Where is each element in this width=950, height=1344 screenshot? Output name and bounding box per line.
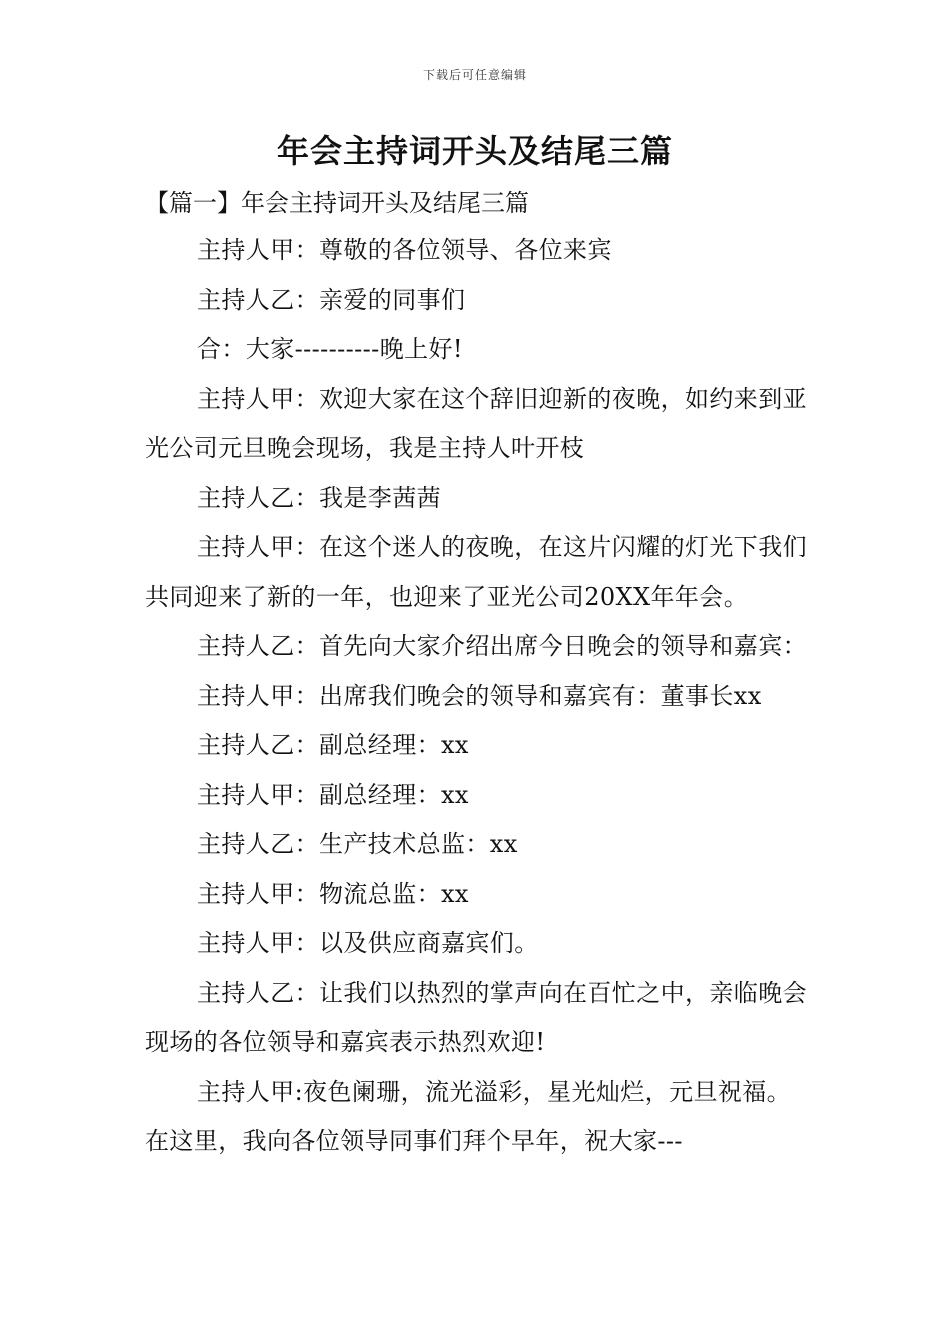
- section-heading: 【篇一】年会主持词开头及结尾三篇: [145, 189, 529, 217]
- paragraph: 合：大家----------晚上好!: [197, 335, 463, 363]
- paragraph: 主持人甲:夜色阑珊，流光溢彩，星光灿烂，元旦祝福。在这里，我向各位领导同事们拜个早年，祝大家---: [145, 1077, 792, 1155]
- paragraph: 主持人甲：欢迎大家在这个辞旧迎新的夜晚，如约来到亚光公司元旦晚会现场，我是主持人叶开枝: [145, 384, 807, 462]
- paragraph: 主持人甲：物流总监：xx: [197, 879, 469, 908]
- paragraph: 主持人乙：我是李茜茜: [197, 483, 441, 512]
- paragraph: 主持人乙：亲爱的同事们: [197, 285, 466, 314]
- header-note: 下载后可任意编辑: [422, 68, 527, 82]
- paragraph: 主持人乙：生产技术总监：xx: [197, 830, 518, 858]
- paragraph: 主持人甲：以及供应商嘉宾们。: [197, 929, 539, 957]
- paragraph: 主持人甲：副总经理：xx: [197, 780, 469, 809]
- paragraph: 主持人乙：让我们以热烈的掌声向在百忙之中，亲临晚会现场的各位领导和嘉宾表示热烈欢迎!: [145, 978, 807, 1056]
- paragraph: 主持人甲：尊敬的各位领导、各位来宾: [197, 236, 612, 264]
- paragraph: 主持人乙：首先向大家介绍出席今日晚会的领导和嘉宾：: [197, 632, 807, 660]
- paragraph: 主持人甲：出席我们晚会的领导和嘉宾有：董事长xx: [197, 681, 762, 710]
- document-body: [145, 226, 810, 1167]
- paragraph: 主持人乙：副总经理：xx: [197, 731, 469, 759]
- document-title: 年会主持词开头及结尾三篇: [276, 132, 673, 170]
- paragraph: 主持人甲：在这个迷人的夜晚，在这片闪耀的灯光下我们共同迎来了新的一年，也迎来了亚光公司20XX年年会。: [145, 533, 807, 611]
